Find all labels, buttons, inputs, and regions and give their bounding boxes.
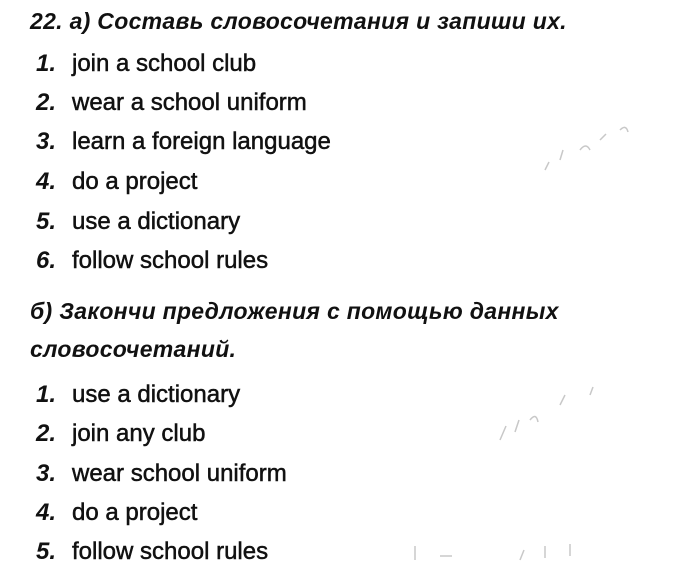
part-a-title: 22. а) Составь словосочетания и запиши их.: [30, 8, 567, 34]
item-number: 2.: [36, 89, 57, 116]
item-number: 6.: [36, 247, 57, 274]
item-text: wear a school uniform: [72, 89, 307, 116]
item-number: 5.: [36, 208, 57, 235]
item-number: 5.: [36, 538, 57, 565]
item-text: do a project: [72, 168, 198, 195]
item-text: wear school uniform: [72, 460, 287, 487]
item-number: 4.: [36, 499, 57, 526]
item-number: 1.: [36, 381, 57, 408]
item-text: do a project: [72, 499, 198, 526]
item-text: learn a foreign language: [72, 128, 331, 155]
part-b-title-line1: б) Закончи предложения с помощью данных: [30, 298, 559, 324]
item-text: use a dictionary: [72, 208, 241, 235]
item-number: 2.: [36, 420, 57, 447]
item-number: 1.: [36, 50, 57, 77]
part-b-title-line2: словосочетаний.: [30, 336, 237, 362]
item-number: 3.: [36, 460, 57, 487]
item-text: join a school club: [72, 50, 257, 77]
item-text: follow school rules: [72, 247, 269, 274]
item-text: follow school rules: [72, 538, 269, 565]
item-text: join any club: [72, 420, 206, 447]
item-number: 4.: [36, 168, 57, 195]
item-number: 3.: [36, 128, 57, 155]
item-text: use a dictionary: [72, 381, 241, 408]
